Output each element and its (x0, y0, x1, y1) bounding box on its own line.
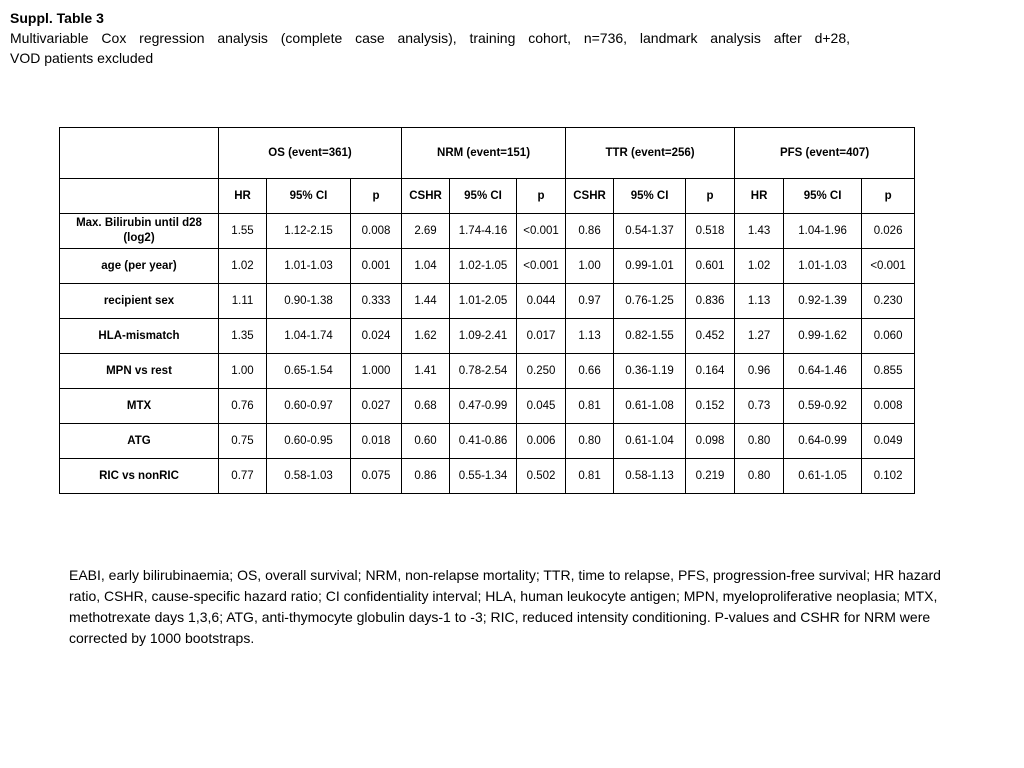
table-cell: 1.55 (219, 214, 267, 249)
table-cell: 0.99-1.01 (614, 249, 686, 284)
table-cell: 1.41 (402, 354, 450, 389)
row-label: MTX (60, 389, 219, 424)
table-cell: 0.836 (686, 284, 735, 319)
table-cell: 0.219 (686, 459, 735, 494)
table-cell: 0.008 (862, 389, 915, 424)
table-row (60, 319, 915, 354)
table-cell: 1.00 (219, 354, 267, 389)
table-cell: 0.58-1.03 (267, 459, 351, 494)
row-label: age (per year) (60, 249, 219, 284)
column-header: p (517, 179, 566, 214)
table-row (60, 249, 915, 284)
row-label: MPN vs rest (60, 354, 219, 389)
column-header: CSHR (402, 179, 450, 214)
corner-cell (60, 128, 219, 179)
table-cell: 0.049 (862, 424, 915, 459)
table-cell: 0.001 (351, 249, 402, 284)
column-header: HR (735, 179, 784, 214)
table-cell: 0.73 (735, 389, 784, 424)
table-cell: 1.13 (566, 319, 614, 354)
table-cell: 0.64-1.46 (784, 354, 862, 389)
table-cell: 0.164 (686, 354, 735, 389)
table-cell: 0.86 (402, 459, 450, 494)
table-cell: 0.61-1.08 (614, 389, 686, 424)
cox-regression-table (59, 127, 915, 494)
table-cell: 0.47-0.99 (450, 389, 517, 424)
table-cell: 0.452 (686, 319, 735, 354)
table-cell: 1.62 (402, 319, 450, 354)
row-label: recipient sex (60, 284, 219, 319)
table-cell: 0.61-1.05 (784, 459, 862, 494)
column-header: HR (219, 179, 267, 214)
table-cell: 1.01-1.03 (784, 249, 862, 284)
table-cell: 0.81 (566, 389, 614, 424)
table-cell: 1.00 (566, 249, 614, 284)
table-cell: 0.855 (862, 354, 915, 389)
table-cell: 1.02-1.05 (450, 249, 517, 284)
table-cell: 0.96 (735, 354, 784, 389)
column-header: p (686, 179, 735, 214)
row-label-header (60, 179, 219, 214)
table-row (60, 459, 915, 494)
group-header: NRM (event=151) (402, 128, 566, 179)
group-header: PFS (event=407) (735, 128, 915, 179)
table-cell: 1.01-1.03 (267, 249, 351, 284)
column-header: 95% CI (267, 179, 351, 214)
table-row (60, 214, 915, 249)
table-cell: 0.76 (219, 389, 267, 424)
table-cell: 0.152 (686, 389, 735, 424)
table-cell: 1.13 (735, 284, 784, 319)
table-cell: 1.35 (219, 319, 267, 354)
row-label: Max. Bilirubin until d28 (log2) (60, 214, 219, 249)
table-cell: <0.001 (862, 249, 915, 284)
row-label: ATG (60, 424, 219, 459)
table-cell: 1.04-1.74 (267, 319, 351, 354)
row-label: RIC vs nonRIC (60, 459, 219, 494)
table-cell: 0.017 (517, 319, 566, 354)
table-cell: 1.12-2.15 (267, 214, 351, 249)
table-cell: 0.60-0.97 (267, 389, 351, 424)
column-header: 95% CI (784, 179, 862, 214)
table-cell: 0.66 (566, 354, 614, 389)
table-cell: 0.64-0.99 (784, 424, 862, 459)
table-cell: 0.55-1.34 (450, 459, 517, 494)
table-cell: 1.000 (351, 354, 402, 389)
column-header: p (351, 179, 402, 214)
table-cell: 0.77 (219, 459, 267, 494)
table-cell: 0.018 (351, 424, 402, 459)
table-description-line-2: VOD patients excluded (10, 50, 154, 66)
group-header: TTR (event=256) (566, 128, 735, 179)
table-cell: 0.060 (862, 319, 915, 354)
table-cell: 0.61-1.04 (614, 424, 686, 459)
column-header: 95% CI (614, 179, 686, 214)
table-cell: 0.102 (862, 459, 915, 494)
table-cell: 1.43 (735, 214, 784, 249)
table-cell: 0.65-1.54 (267, 354, 351, 389)
column-header: CSHR (566, 179, 614, 214)
table-cell: 0.027 (351, 389, 402, 424)
table-row (60, 354, 915, 389)
column-header: p (862, 179, 915, 214)
table-cell: 0.008 (351, 214, 402, 249)
row-label: HLA-mismatch (60, 319, 219, 354)
table-cell: 0.333 (351, 284, 402, 319)
table-cell: 0.098 (686, 424, 735, 459)
table-cell: 1.04 (402, 249, 450, 284)
table-cell: 0.60-0.95 (267, 424, 351, 459)
table-cell: 0.36-1.19 (614, 354, 686, 389)
table-footnote: EABI, early bilirubinaemia; OS, overall survival; NRM, non-relapse mortality; TTR, time to relapse, PFS, progression-free survival; HR hazard ratio, CSHR, cause-specific hazard ratio; CI confidentiality interval; HLA, human leukocyte antigen; MPN, myeloproliferative neoplasia; MTX, methotrexate days 1,3,6; ATG, anti-thymocyte globulin days-1 to -3; RIC, reduced intensity conditioning. P-values and CSHR for NRM were corrected by 1000 bootstraps. (69, 567, 941, 646)
table-cell: 0.250 (517, 354, 566, 389)
table-cell: 1.74-4.16 (450, 214, 517, 249)
table-row (60, 424, 915, 459)
table-cell: 0.75 (219, 424, 267, 459)
table-cell: 0.60 (402, 424, 450, 459)
table-title: Suppl. Table 3 (10, 10, 104, 26)
column-header-row (60, 179, 915, 214)
table-row (60, 284, 915, 319)
table-cell: 1.04-1.96 (784, 214, 862, 249)
table-cell: <0.001 (517, 214, 566, 249)
table-cell: 0.59-0.92 (784, 389, 862, 424)
table-row (60, 389, 915, 424)
table-cell: 0.97 (566, 284, 614, 319)
group-header: OS (event=361) (219, 128, 402, 179)
table-cell: 0.90-1.38 (267, 284, 351, 319)
table-cell: 0.86 (566, 214, 614, 249)
table-cell: 0.518 (686, 214, 735, 249)
table-cell: 0.58-1.13 (614, 459, 686, 494)
table-cell: <0.001 (517, 249, 566, 284)
table-cell: 0.006 (517, 424, 566, 459)
table-cell: 1.11 (219, 284, 267, 319)
table-caption (10, 8, 850, 68)
column-header: 95% CI (450, 179, 517, 214)
table-cell: 0.76-1.25 (614, 284, 686, 319)
table-cell: 1.27 (735, 319, 784, 354)
table-cell: 0.82-1.55 (614, 319, 686, 354)
table-cell: 0.045 (517, 389, 566, 424)
table-cell: 0.78-2.54 (450, 354, 517, 389)
table-cell: 0.41-0.86 (450, 424, 517, 459)
table-cell: 0.80 (566, 424, 614, 459)
table-description-line-1: Multivariable Cox regression analysis (complete case analysis), training cohort, n=736, landmark analysis after d+28, (10, 30, 850, 46)
table-cell: 0.230 (862, 284, 915, 319)
table-cell: 0.075 (351, 459, 402, 494)
table-cell: 1.01-2.05 (450, 284, 517, 319)
table-cell: 0.54-1.37 (614, 214, 686, 249)
table-cell: 0.99-1.62 (784, 319, 862, 354)
table-cell: 0.026 (862, 214, 915, 249)
table-cell: 1.02 (735, 249, 784, 284)
table-cell: 0.68 (402, 389, 450, 424)
table-cell: 0.024 (351, 319, 402, 354)
table-cell: 1.09-2.41 (450, 319, 517, 354)
table-cell: 1.44 (402, 284, 450, 319)
group-header-row (60, 128, 915, 179)
table-cell: 0.80 (735, 459, 784, 494)
table-cell: 2.69 (402, 214, 450, 249)
table-cell: 0.044 (517, 284, 566, 319)
table-cell: 0.601 (686, 249, 735, 284)
table-cell: 0.81 (566, 459, 614, 494)
table-cell: 0.92-1.39 (784, 284, 862, 319)
table-cell: 1.02 (219, 249, 267, 284)
table-cell: 0.502 (517, 459, 566, 494)
table-cell: 0.80 (735, 424, 784, 459)
